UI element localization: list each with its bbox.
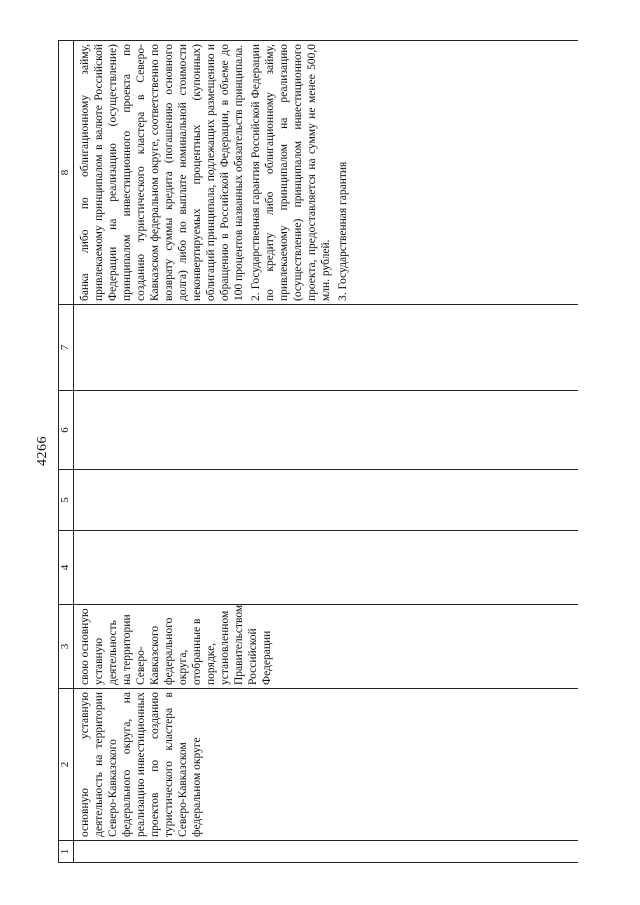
- column-header: 2: [59, 689, 74, 841]
- table-cell-col1: [74, 841, 579, 863]
- table-cell-col4: [74, 531, 579, 605]
- column-number-row: [59, 41, 74, 863]
- table-cell-col3: свою основную уставную деятельность на территории Северо-Кавказского федерального округа, отобранные в порядке, установленном Правительством Российской Федерации: [74, 605, 579, 689]
- paragraph: банка либо по облигационному займу, привлекаемому принципалом в валюте Российской Федерации на реализацию (осуществление) принципалом инвестиционного проекта по созданию туристического кластера в Северо-Кавказском федеральном округе, соответственно по возврату суммы кредита (погашению основного долга) либо по выплате номинальной стоимости неконвертируемых процентных (купонных) облигаций принципала, подлежащих размещению и обращению в Российской Федерации, в объеме до 100 процентов названных обязательств принципала.: [79, 44, 245, 301]
- paragraph: 3. Государственная гарантия: [337, 161, 349, 301]
- table-cell-col6: [74, 391, 579, 470]
- table-cell-col5: [74, 470, 579, 531]
- column-header: 6: [59, 391, 74, 470]
- column-header: 7: [59, 305, 74, 391]
- column-header: 1: [59, 841, 74, 863]
- paragraph: 2. Государственная гарантия Российской Федерации по кредиту либо облигационному займу, привлекаемому принципалом на реализацию (осуществление) принципалом инвестиционного проекта, предоставляется на сумму не менее 500,0 млн. рублей.: [250, 44, 332, 301]
- table-cell-col8: [74, 41, 579, 305]
- column-header: 4: [59, 531, 74, 605]
- column-header: 3: [59, 605, 74, 689]
- column-header: 8: [59, 41, 74, 305]
- page-number: 4266: [35, 436, 50, 466]
- table-cell-col2: основную уставную деятельность на территории Северо-Кавказского федерального округа, на реализацию инвестиционных проектов по созданию туристического кластера в Северо-Кавказском федеральном округе: [74, 689, 579, 841]
- table-row: [74, 41, 579, 863]
- table-cell-col7: [74, 305, 579, 391]
- column-header: 5: [59, 470, 74, 531]
- guarantee-table: [58, 40, 578, 863]
- rotated-table-sheet: [58, 41, 590, 863]
